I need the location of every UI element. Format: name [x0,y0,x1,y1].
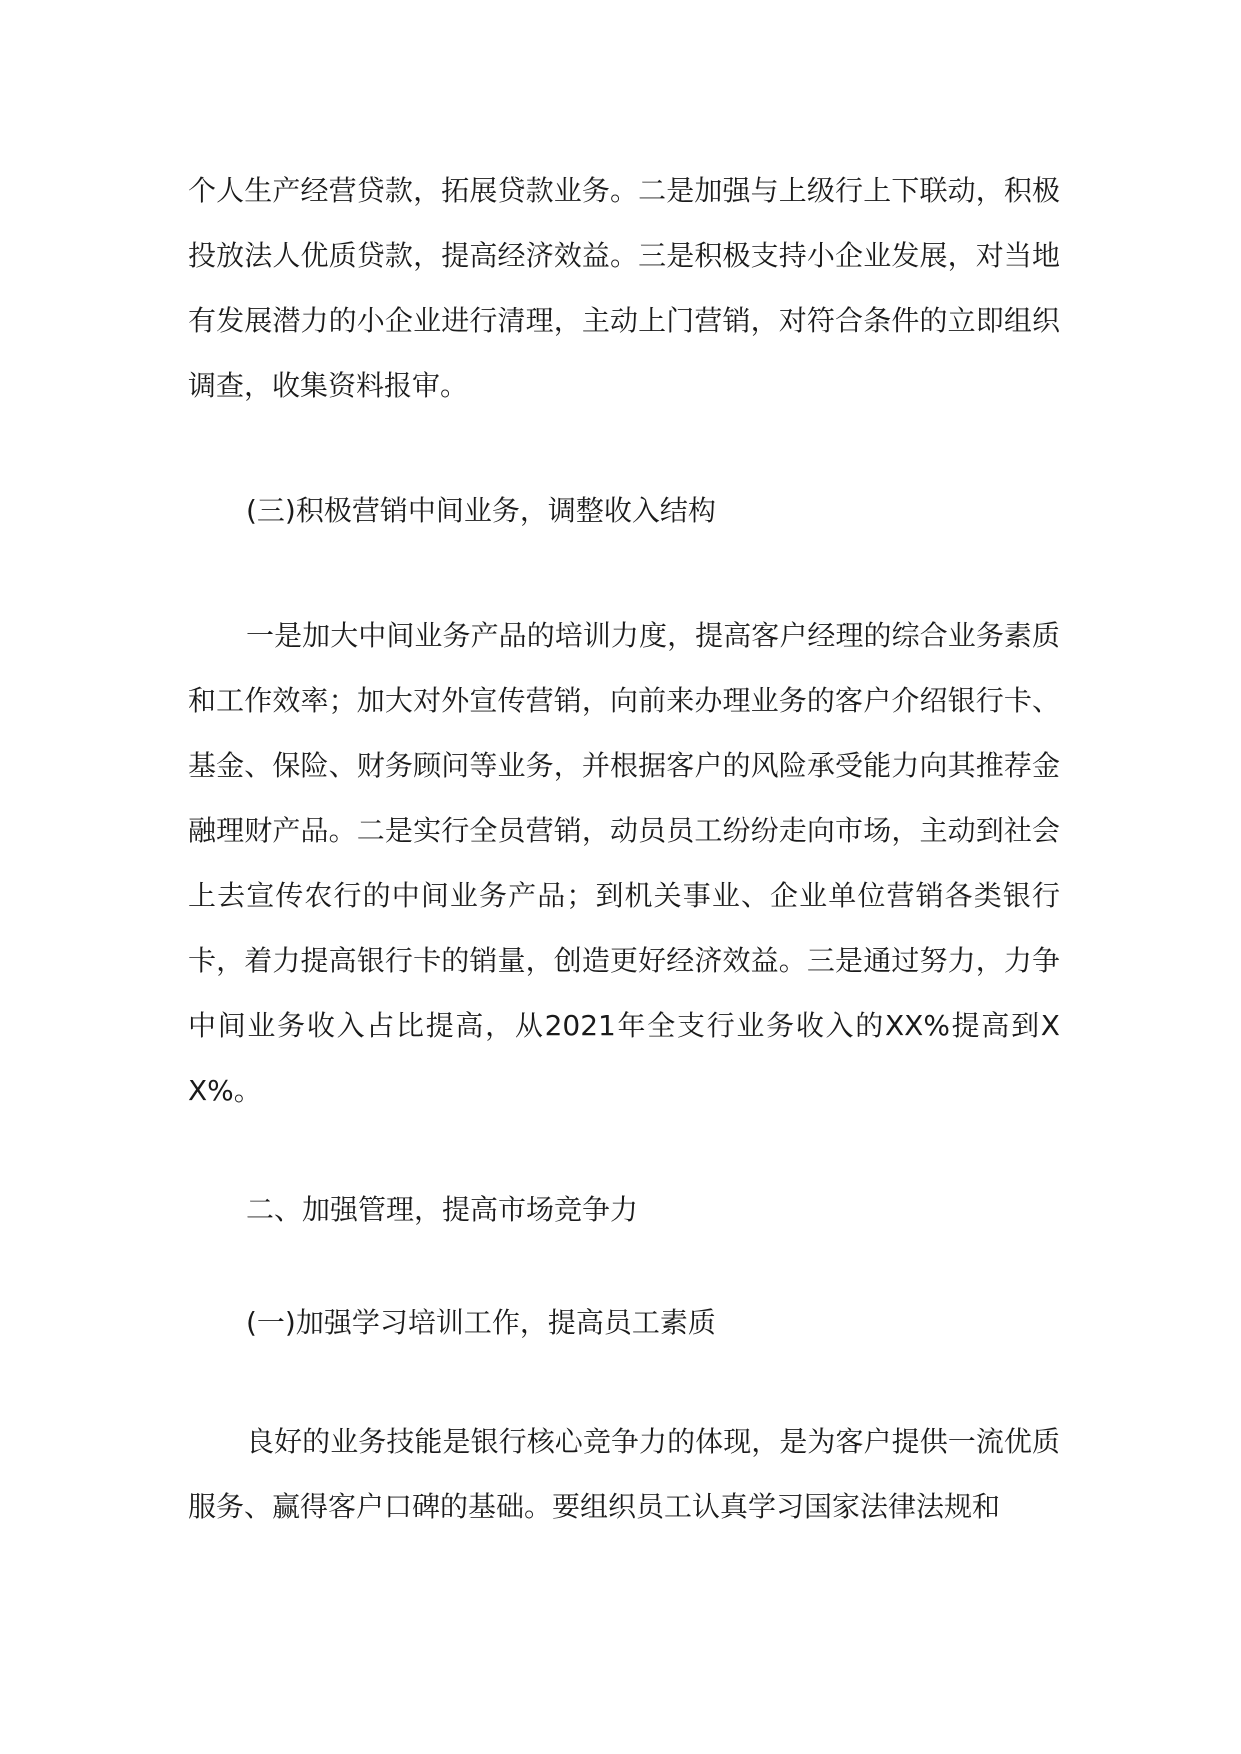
heading-staff-training: (一)加强学习培训工作，提高员工素质 [246,1306,716,1339]
paragraph-intermediate-business: 一是加大中间业务产品的培训力度，提高客户经理的综合业务素质和工作效率；加大对外宣传营销，向前来办理业务的客户介绍银行卡、基金、保险、财务顾问等业务，并根据客户的风险承受能力向其推荐金融理财产品。二是实行全员营销，动员员工纷纷走向市场，主动到社会上去宣传农行的中间业务产品；到机关事业、企业单位营销各类银行卡，着力提高银行卡的销量，创造更好经济效益。三是通过努力，力争中间业务收入占比提高，从2021年全支行业务收入的XX%提高到XX%。 [188,619,1060,1107]
paragraph-loan-business: 个人生产经营贷款，拓展贷款业务。二是加强与上级行上下联动，积极投放法人优质贷款，提高经济效益。三是积极支持小企业发展，对当地有发展潜力的小企业进行清理，主动上门营销，对符合条件的立即组织调查，收集资料报审。 [188,174,1060,402]
heading-strengthen-management: 二、加强管理，提高市场竞争力 [246,1193,639,1226]
document-body [188,158,1060,1539]
heading-intermediate-business: (三)积极营销中间业务，调整收入结构 [246,494,716,527]
paragraph-business-skills: 良好的业务技能是银行核心竞争力的体现，是为客户提供一流优质服务、赢得客户口碑的基础。要组织员工认真学习国家法律法规和 [188,1425,1060,1523]
